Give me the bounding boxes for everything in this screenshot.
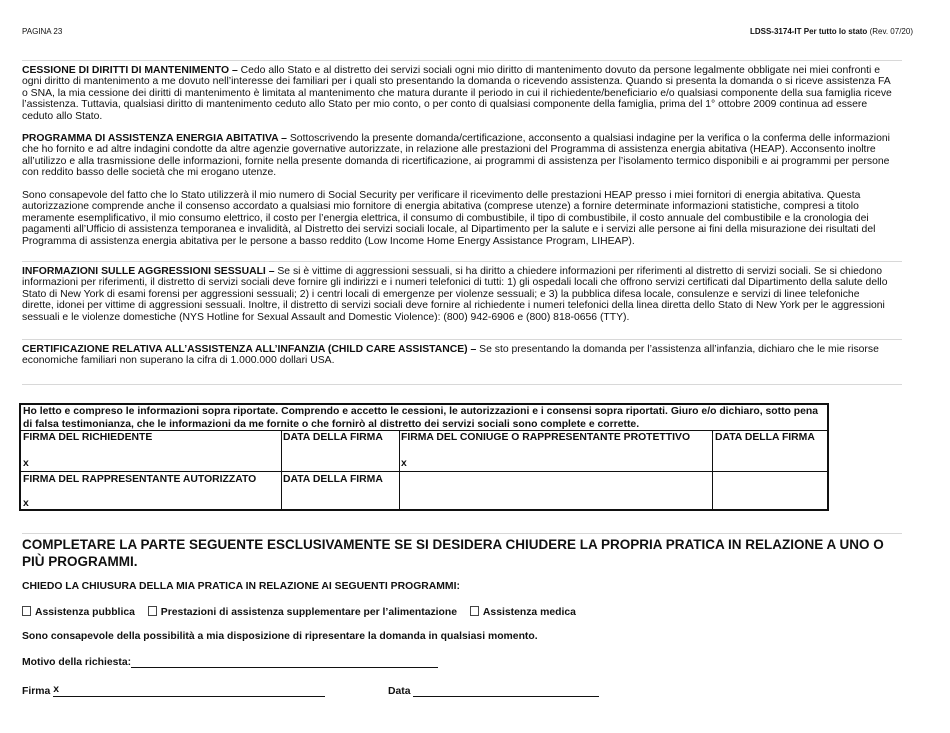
program-options: [22, 606, 586, 618]
grid-line: [281, 430, 282, 509]
checkbox[interactable]: [148, 606, 157, 616]
signature-box: [19, 403, 829, 511]
option-medical-assistance[interactable]: [470, 607, 576, 618]
form-revision: (Rev. 07/20): [869, 27, 913, 36]
form-id: [750, 27, 913, 36]
applicant-date-label: DATA DELLA FIRMA: [283, 432, 383, 443]
signature-label: Firma: [22, 686, 51, 697]
divider: [22, 261, 902, 262]
checkbox[interactable]: [470, 606, 479, 616]
authorized-rep-date-label: DATA DELLA FIRMA: [283, 474, 383, 485]
signature-x: x: [53, 684, 59, 695]
section-infanzia-text: Se sto presentando la domanda per l’assistenza all’infanzia, dichiaro che le mie risorse economiche familiari non superano la cifra di 1.000.000 dollari USA.: [22, 344, 879, 367]
grid-line: [399, 430, 400, 509]
option-label: Assistenza medica: [482, 607, 576, 618]
section-aggressioni-title: INFORMAZIONI SULLE AGGRESSIONI SESSUALI –: [22, 266, 275, 277]
option-label: Assistenza pubblica: [35, 607, 135, 618]
section-heap-consent: Sono consapevole del fatto che lo Stato utilizzerà il mio numero di Social Security per verificare il ricevimento delle prestazioni HEAP presso i miei fornitori di energia abitativa. Questa autorizzazione comprende anche il consenso accordato a qualsiasi mio fornitore di energia abitativa (comprese utenze) a fornire determinate informazioni statistiche, compresi a titolo meramente esemplificativo, il mio consumo elettrico, il costo per l’energia elettrica, il consumo di combustibile, il tipo di combustibile, il costo annuale del combustibile e la cronologia dei pagamenti all’Ufficio di assistenza temporanea e invalidità, al Distretto dei servizi sociali locale, al Dipartimento per la salute e i servizi alle persone ai fini della misurazione dei risultati del Programma di assistenza energia abitativa per le persone a basso reddito (Low Income Home Energy Assistance Program, LIHEAP).: [22, 190, 876, 247]
divider: [22, 384, 902, 385]
section-cessione-text: Cedo allo Stato e al distretto dei servizi sociali ogni mio diritto di mantenimento dovuto da persone legalmente obbligate nei miei confronti e ogni diritto di mantenimento a me dovuto nell’interesse dei familiari per i quali sto presentando la domanda o ricevendo assistenza. Quando si presenta la domanda o si riceve assistenza FA o SNA, la mia cessione dei diritti di mantenimento è limitata al mantenimento che matura durante il periodo in cui il richiedente/beneficiario e/o qualsiasi componente della sua famiglia riceve l’assistenza. Tuttavia, qualsiasi diritto di mantenimento ceduto allo Stato per mio conto, o per conto di qualsiasi componente della famiglia, prima del 1° ottobre 2009 continua ad essere ceduto allo Stato.: [22, 65, 892, 122]
grid-line: [21, 430, 827, 431]
reason-row: [22, 655, 438, 668]
closure-request-label: CHIEDO LA CHIUSURA DELLA MIA PRATICA IN RELAZIONE AI SEGUENTI PROGRAMMI:: [22, 581, 460, 592]
section-heap: [22, 133, 892, 179]
section-heap-title: PROGRAMMA DI ASSISTENZA ENERGIA ABITATIVA –: [22, 133, 287, 144]
section-infanzia-title: CERTIFICAZIONE RELATIVA ALL’ASSISTENZA ALL’INFANZIA (CHILD CARE ASSISTANCE) –: [22, 344, 477, 355]
date-row: [388, 684, 599, 697]
form-id-text: LDSS-3174-IT Per tutto lo stato: [749, 27, 868, 36]
spouse-signature-field[interactable]: x: [401, 458, 407, 469]
grid-line: [21, 471, 827, 472]
section-infanzia: [22, 344, 892, 367]
divider: [22, 533, 902, 534]
reason-label: Motivo della richiesta:: [22, 657, 132, 668]
option-label: Prestazioni di assistenza supplementare per l’alimentazione: [160, 607, 458, 618]
option-snap[interactable]: [148, 607, 457, 618]
section-cessione: [22, 65, 892, 122]
reason-field[interactable]: [131, 655, 438, 668]
section-aggressioni-text: Se si è vittime di aggressioni sessuali, si ha diritto a chiedere informazioni per riferimenti al distretto di servizi sociali. Se si chiedono informazioni per riferimenti, il distretto di servizi sociali deve fornire gli indirizzi e i numeri telefonici di tutti: 1) gli ospedali locali che offrono servizi certificati dal Dipartimento della salute dello Stato di New York di esami forensi per aggressioni sessuali; 2) i centri locali di emergenze per violenze sessuali; e 3) la pubblica difesa locale, consulenze e servizi di linee telefoniche dirette, idonei per vittime di aggressioni sessuali. Inoltre, il distretto di servizi sociali deve fornire al richiedente i numeri telefonici della linea diretta dello Stato di New York per le aggressioni sessuali e le violenze domestiche (NYS Hotline for Sexual Assault and Domestic Violence): (800) 942-6906 e (800) 818-0656 (TTY).: [22, 266, 888, 323]
option-public-assistance[interactable]: [22, 607, 135, 618]
certification-statement: Ho letto e compreso le informazioni sopra riportate. Comprendo e accetto le cessioni, le autorizzazioni e i consensi sopra riportati. Giuro e/o dichiaro, sotto pena di falsa testimonianza, che le informazioni da me fornite o che fornirò al distretto dei servizi sociali sono complete e corrette.: [23, 406, 819, 430]
spouse-signature-label: FIRMA DEL CONIUGE O RAPPRESENTANTE PROTETTIVO: [401, 432, 691, 443]
divider: [22, 60, 902, 61]
signature-field[interactable]: [53, 684, 325, 697]
reapply-notice: Sono consapevole della possibilità a mia disposizione di ripresentare la domanda in qualsiasi momento.: [22, 631, 538, 642]
page-label: PAGINA 23: [22, 27, 63, 36]
spouse-date-label: DATA DELLA FIRMA: [715, 432, 815, 443]
date-label: Data: [388, 686, 411, 697]
section-heap-text: Sottoscrivendo la presente domanda/certificazione, acconsento a qualsiasi indagine per la verifica o la conferma delle informazioni che ho fornito e ad altre indagini condotte da altre agenzie governative autorizzate, in relazione alle prestazioni del Programma di assistenza energia abitativa (HEAP). Acconsento inoltre all’utilizzo e alla trasmissione delle informazioni, fornite nella presente domanda di ricertificazione, ai programmi di assistenza per l’isolamento termico disponibili e ai programmi per persone con reddito basso delle società che mi erogano utenze.: [22, 133, 890, 179]
divider: [22, 339, 902, 340]
grid-line: [712, 430, 713, 509]
section-cessione-title: CESSIONE DI DIRITTI DI MANTENIMENTO –: [22, 65, 238, 76]
date-field[interactable]: [413, 684, 599, 697]
section-aggressioni: [22, 266, 892, 323]
authorized-rep-signature-label: FIRMA DEL RAPPRESENTANTE AUTORIZZATO: [23, 474, 257, 485]
authorized-rep-signature-field[interactable]: x: [23, 498, 29, 509]
signature-row: [22, 684, 325, 697]
applicant-signature-field[interactable]: x: [23, 458, 29, 469]
closure-title: COMPLETARE LA PARTE SEGUENTE ESCLUSIVAMENTE SE SI DESIDERA CHIUDERE LA PROPRIA PRATICA IN RELAZIONE A UNO O PIÙ PROGRAMMI.: [22, 537, 884, 569]
checkbox[interactable]: [22, 606, 31, 616]
applicant-signature-label: FIRMA DEL RICHIEDENTE: [23, 432, 153, 443]
